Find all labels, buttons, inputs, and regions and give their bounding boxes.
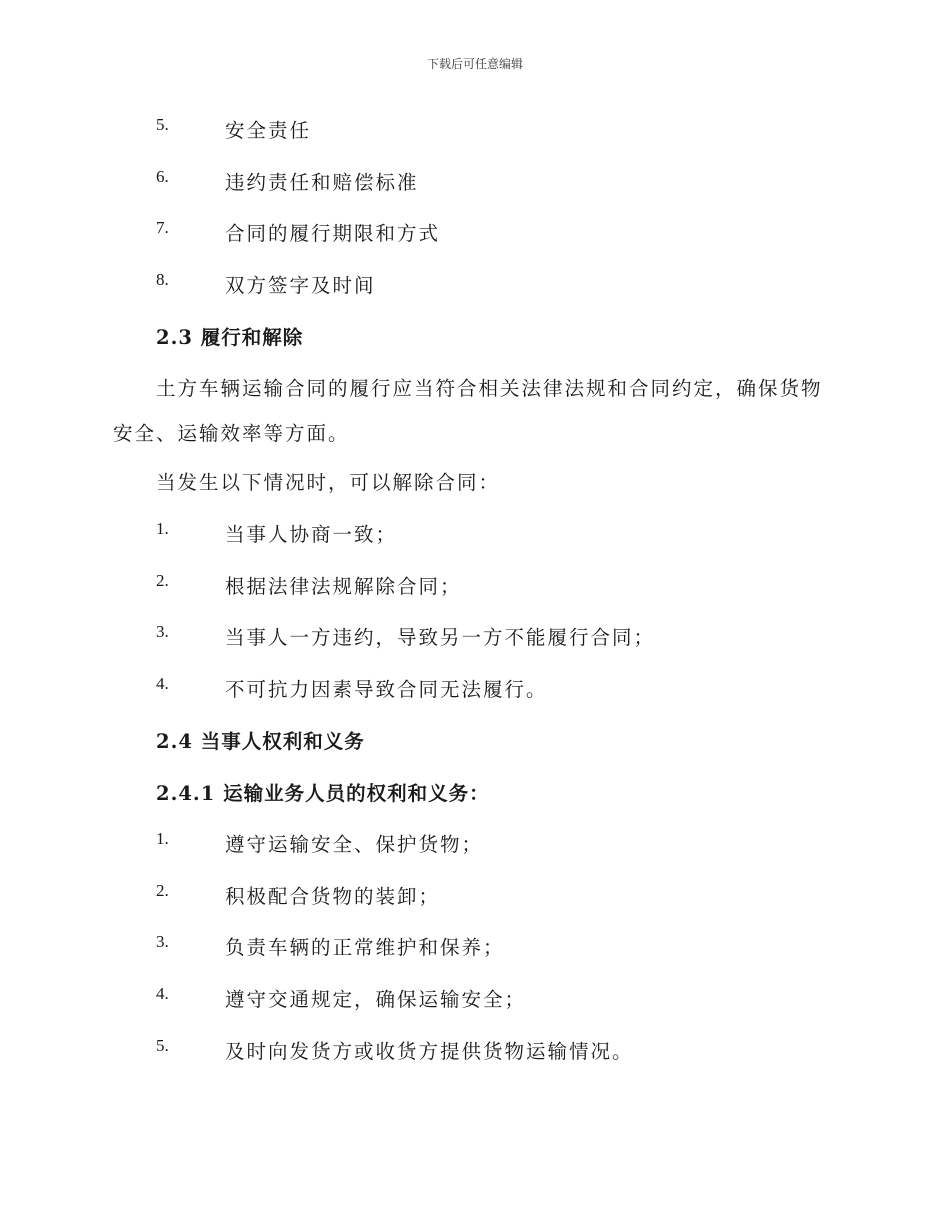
list-item-text: 负责车辆的正常维护和保养； xyxy=(225,936,505,959)
section-heading: 2.3 履行和解除 xyxy=(156,326,304,349)
list-item-text: 遵守运输安全、保护货物； xyxy=(225,833,484,856)
list-item-text: 违约责任和赔偿标准 xyxy=(225,171,419,194)
paragraph-line: 安全、运输效率等方面。 xyxy=(113,422,350,445)
list-item-text: 及时向发货方或收货方提供货物运输情况。 xyxy=(225,1040,634,1063)
paragraph-line: 土方车辆运输合同的履行应当符合相关法律法规和合同约定，确保货物 xyxy=(156,377,823,400)
list-item-number: 1. xyxy=(156,829,169,848)
list-item-number: 2. xyxy=(156,571,169,590)
list-item-text: 积极配合货物的装卸； xyxy=(225,885,441,908)
list-item-text: 遵守交通规定，确保运输安全； xyxy=(225,988,527,1011)
subsection-heading: 2.4.1 运输业务人员的权利和义务： xyxy=(156,782,490,805)
list-item-number: 6. xyxy=(156,167,169,186)
list-item-number: 5. xyxy=(156,115,169,134)
list-item-number: 5. xyxy=(156,1036,169,1055)
list-item-number: 4. xyxy=(156,674,169,693)
list-item-text: 当事人协商一致； xyxy=(225,523,398,546)
list-item-text: 安全责任 xyxy=(225,119,312,142)
list-item-number: 4. xyxy=(156,984,169,1003)
list-item-number: 2. xyxy=(156,881,169,900)
list-item-number: 3. xyxy=(156,932,169,951)
list-item-text: 双方签字及时间 xyxy=(225,274,376,297)
paragraph-intro: 当发生以下情况时，可以解除合同： xyxy=(156,471,501,494)
list-item-number: 7. xyxy=(156,218,169,237)
list-item-text: 根据法律法规解除合同； xyxy=(225,575,462,598)
list-item-text: 合同的履行期限和方式 xyxy=(225,222,441,245)
list-item-text: 当事人一方违约，导致另一方不能履行合同； xyxy=(225,626,656,649)
list-item-number: 8. xyxy=(156,270,169,289)
list-item-number: 3. xyxy=(156,622,169,641)
section-heading: 2.4 当事人权利和义务 xyxy=(156,730,365,753)
list-item-text: 不可抗力因素导致合同无法履行。 xyxy=(225,678,548,701)
list-item-number: 1. xyxy=(156,519,169,538)
page-header: 下载后可任意编辑 xyxy=(426,57,523,71)
